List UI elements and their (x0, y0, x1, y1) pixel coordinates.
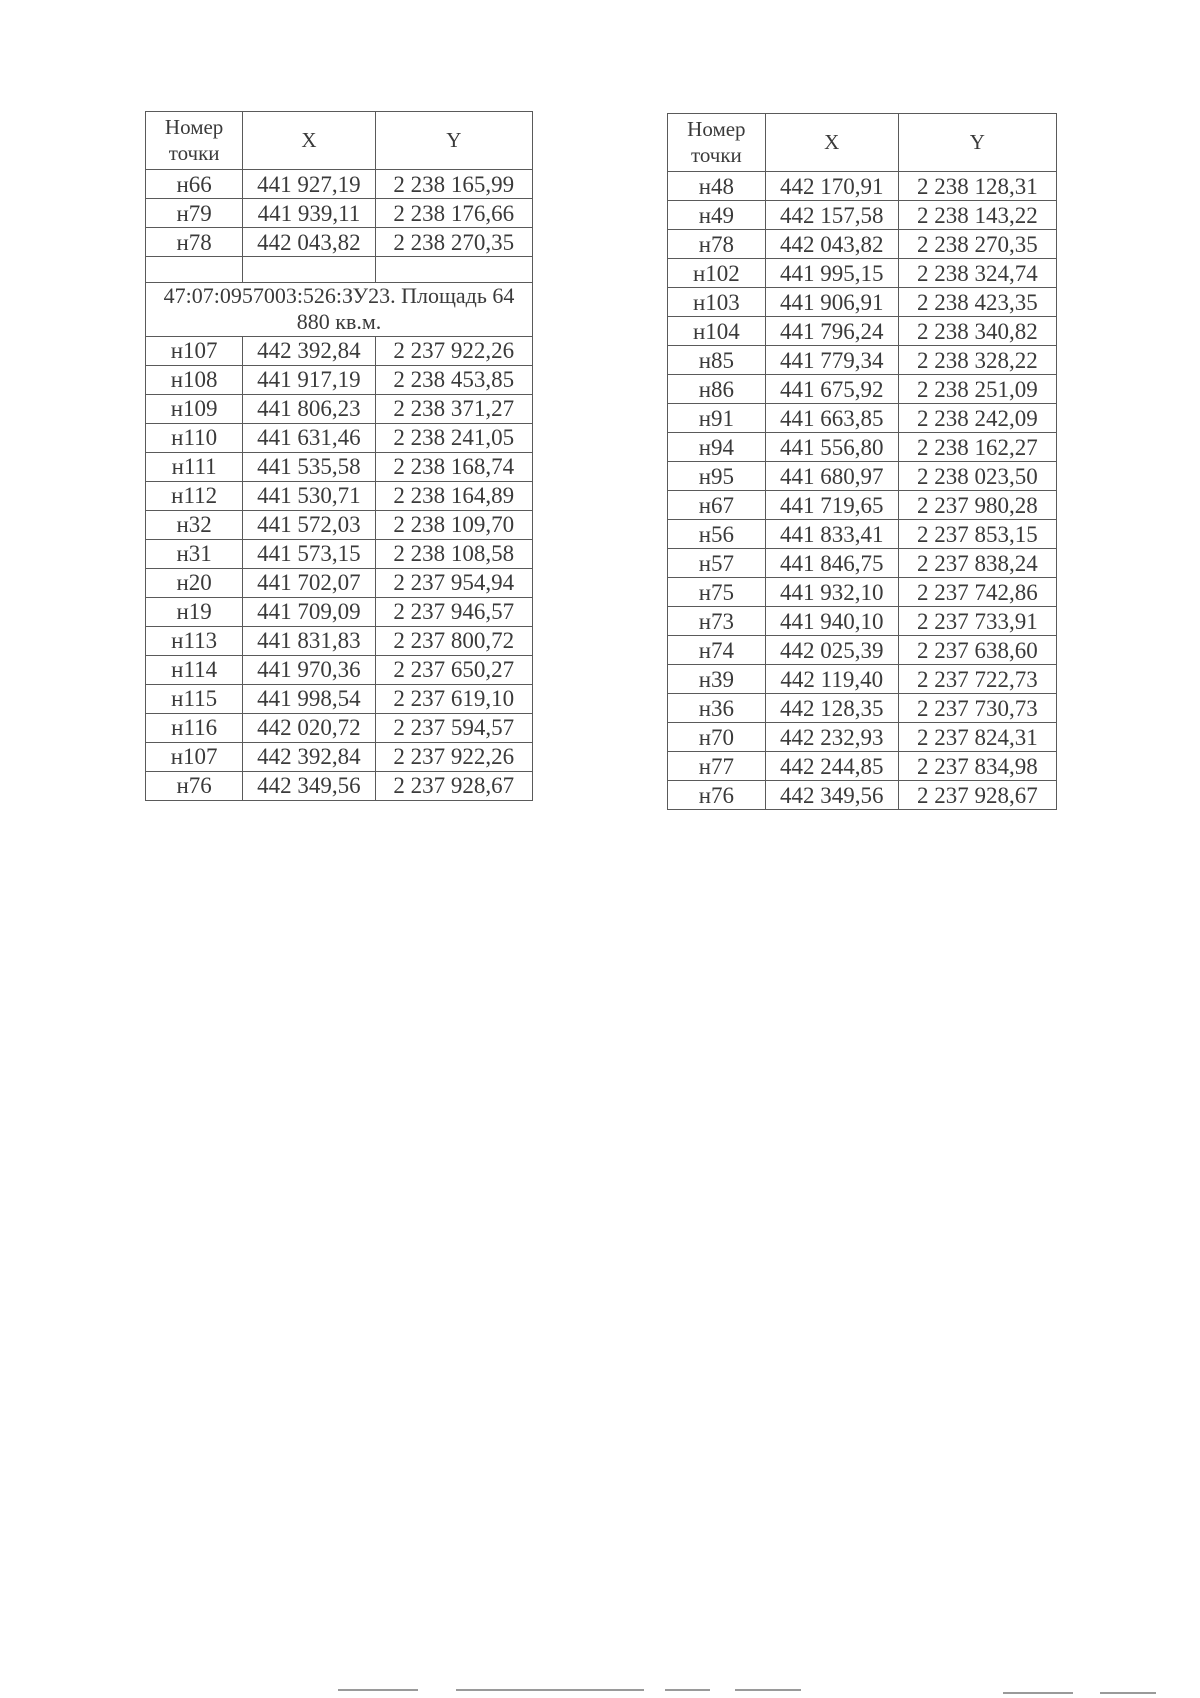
x-coordinate-cell: 441 939,11 (243, 199, 375, 228)
point-number-cell: н78 (668, 230, 766, 259)
point-number-cell: н76 (668, 781, 766, 810)
x-coordinate-cell: 441 663,85 (765, 404, 898, 433)
y-coordinate-cell: 2 238 241,05 (375, 423, 532, 452)
table-row (146, 742, 533, 771)
left-table-body-after (146, 336, 533, 800)
table-row (146, 481, 533, 510)
empty-cell (146, 257, 243, 283)
x-coordinate-cell: 441 906,91 (765, 288, 898, 317)
scan-artifact-line (1100, 1692, 1156, 1694)
table-row (146, 365, 533, 394)
x-coordinate-cell: 442 392,84 (243, 742, 375, 771)
table-row (668, 259, 1057, 288)
y-coordinate-cell: 2 237 800,72 (375, 626, 532, 655)
x-coordinate-cell: 442 025,39 (765, 636, 898, 665)
x-coordinate-cell: 441 917,19 (243, 365, 375, 394)
point-number-cell: н73 (668, 607, 766, 636)
point-number-cell: н20 (146, 568, 243, 597)
x-coordinate-cell: 441 796,24 (765, 317, 898, 346)
point-number-cell: н19 (146, 597, 243, 626)
section-title-row (146, 283, 533, 337)
y-coordinate-cell: 2 238 108,58 (375, 539, 532, 568)
x-coordinate-cell: 441 998,54 (243, 684, 375, 713)
x-coordinate-cell: 441 806,23 (243, 394, 375, 423)
table-row (146, 228, 533, 257)
table-row (668, 549, 1057, 578)
right-table-body (668, 172, 1057, 810)
x-coordinate-cell: 441 530,71 (243, 481, 375, 510)
y-coordinate-cell: 2 238 371,27 (375, 394, 532, 423)
x-coordinate-cell: 442 349,56 (765, 781, 898, 810)
point-number-cell: н66 (146, 170, 243, 199)
y-coordinate-cell: 2 237 922,26 (375, 742, 532, 771)
point-number-cell: н108 (146, 365, 243, 394)
table-row (668, 288, 1057, 317)
y-coordinate-cell: 2 238 128,31 (898, 172, 1056, 201)
y-coordinate-cell: 2 238 143,22 (898, 201, 1056, 230)
point-number-cell: н104 (668, 317, 766, 346)
y-coordinate-cell: 2 238 023,50 (898, 462, 1056, 491)
y-coordinate-cell: 2 237 838,24 (898, 549, 1056, 578)
table-row (146, 684, 533, 713)
point-number-cell: н78 (146, 228, 243, 257)
point-number-cell: н95 (668, 462, 766, 491)
header-point-number: Номер точки (668, 114, 766, 172)
table-row (146, 336, 533, 365)
table-row (668, 491, 1057, 520)
scan-artifact-line (456, 1689, 644, 1691)
x-coordinate-cell: 442 043,82 (765, 230, 898, 259)
point-number-cell: н107 (146, 336, 243, 365)
table-row (668, 462, 1057, 491)
point-number-cell: н76 (146, 771, 243, 800)
table-row (668, 404, 1057, 433)
point-number-cell: н113 (146, 626, 243, 655)
x-coordinate-cell: 441 927,19 (243, 170, 375, 199)
y-coordinate-cell: 2 238 423,35 (898, 288, 1056, 317)
y-coordinate-cell: 2 237 742,86 (898, 578, 1056, 607)
table-row (146, 452, 533, 481)
x-coordinate-cell: 441 932,10 (765, 578, 898, 607)
x-coordinate-cell: 442 128,35 (765, 694, 898, 723)
x-coordinate-cell: 441 680,97 (765, 462, 898, 491)
point-number-cell: н70 (668, 723, 766, 752)
scan-artifact-line (735, 1689, 801, 1691)
y-coordinate-cell: 2 238 168,74 (375, 452, 532, 481)
table-header-row (668, 114, 1057, 172)
table-row (668, 317, 1057, 346)
table-row (146, 423, 533, 452)
x-coordinate-cell: 442 119,40 (765, 665, 898, 694)
x-coordinate-cell: 441 846,75 (765, 549, 898, 578)
y-coordinate-cell: 2 238 453,85 (375, 365, 532, 394)
point-number-cell: н103 (668, 288, 766, 317)
table-row (146, 655, 533, 684)
point-number-cell: н56 (668, 520, 766, 549)
point-number-cell: н86 (668, 375, 766, 404)
table-row (668, 433, 1057, 462)
y-coordinate-cell: 2 238 109,70 (375, 510, 532, 539)
point-number-cell: н102 (668, 259, 766, 288)
y-coordinate-cell: 2 238 242,09 (898, 404, 1056, 433)
point-number-cell: н115 (146, 684, 243, 713)
y-coordinate-cell: 2 238 162,27 (898, 433, 1056, 462)
x-coordinate-cell: 441 702,07 (243, 568, 375, 597)
table-row (668, 578, 1057, 607)
point-number-cell: н91 (668, 404, 766, 433)
table-row (668, 201, 1057, 230)
header-y: Y (898, 114, 1056, 172)
table-row (668, 230, 1057, 259)
y-coordinate-cell: 2 238 340,82 (898, 317, 1056, 346)
y-coordinate-cell: 2 238 164,89 (375, 481, 532, 510)
section-title: 47:07:0957003:526:ЗУ23. Площадь 64 880 кв.м. (146, 283, 533, 337)
x-coordinate-cell: 441 573,15 (243, 539, 375, 568)
y-coordinate-cell: 2 237 980,28 (898, 491, 1056, 520)
x-coordinate-cell: 441 831,83 (243, 626, 375, 655)
y-coordinate-cell: 2 238 176,66 (375, 199, 532, 228)
y-coordinate-cell: 2 237 928,67 (898, 781, 1056, 810)
table-row (146, 568, 533, 597)
x-coordinate-cell: 442 157,58 (765, 201, 898, 230)
scan-artifact-line (665, 1689, 710, 1691)
table-row (668, 346, 1057, 375)
x-coordinate-cell: 442 020,72 (243, 713, 375, 742)
table-row (146, 626, 533, 655)
y-coordinate-cell: 2 237 650,27 (375, 655, 532, 684)
left-table-section (146, 257, 533, 337)
point-number-cell: н74 (668, 636, 766, 665)
table-row (668, 723, 1057, 752)
empty-cell (243, 257, 375, 283)
empty-row (146, 257, 533, 283)
header-x: X (765, 114, 898, 172)
y-coordinate-cell: 2 237 824,31 (898, 723, 1056, 752)
table-row (146, 510, 533, 539)
y-coordinate-cell: 2 238 165,99 (375, 170, 532, 199)
table-row (146, 713, 533, 742)
x-coordinate-cell: 441 970,36 (243, 655, 375, 684)
x-coordinate-cell: 441 675,92 (765, 375, 898, 404)
x-coordinate-cell: 442 244,85 (765, 752, 898, 781)
table-row (668, 520, 1057, 549)
scan-artifact-line (338, 1689, 418, 1691)
point-number-cell: н109 (146, 394, 243, 423)
y-coordinate-cell: 2 237 722,73 (898, 665, 1056, 694)
y-coordinate-cell: 2 237 619,10 (375, 684, 532, 713)
point-number-cell: н111 (146, 452, 243, 481)
point-number-cell: н79 (146, 199, 243, 228)
point-number-cell: н57 (668, 549, 766, 578)
table-row (146, 170, 533, 199)
x-coordinate-cell: 441 940,10 (765, 607, 898, 636)
table-row (668, 375, 1057, 404)
x-coordinate-cell: 442 349,56 (243, 771, 375, 800)
y-coordinate-cell: 2 237 730,73 (898, 694, 1056, 723)
scan-artifact-line (1003, 1692, 1073, 1694)
y-coordinate-cell: 2 238 328,22 (898, 346, 1056, 375)
point-number-cell: н32 (146, 510, 243, 539)
y-coordinate-cell: 2 238 270,35 (375, 228, 532, 257)
y-coordinate-cell: 2 237 946,57 (375, 597, 532, 626)
point-number-cell: н48 (668, 172, 766, 201)
y-coordinate-cell: 2 237 922,26 (375, 336, 532, 365)
x-coordinate-cell: 441 719,65 (765, 491, 898, 520)
y-coordinate-cell: 2 237 954,94 (375, 568, 532, 597)
x-coordinate-cell: 442 170,91 (765, 172, 898, 201)
x-coordinate-cell: 442 392,84 (243, 336, 375, 365)
x-coordinate-cell: 441 779,34 (765, 346, 898, 375)
x-coordinate-cell: 441 995,15 (765, 259, 898, 288)
table-row (146, 771, 533, 800)
table-row (668, 172, 1057, 201)
table-header-row (146, 112, 533, 170)
point-number-cell: н94 (668, 433, 766, 462)
table-row (668, 665, 1057, 694)
left-coordinates-table (145, 111, 533, 801)
x-coordinate-cell: 441 556,80 (765, 433, 898, 462)
point-number-cell: н75 (668, 578, 766, 607)
x-coordinate-cell: 441 572,03 (243, 510, 375, 539)
point-number-cell: н110 (146, 423, 243, 452)
y-coordinate-cell: 2 238 324,74 (898, 259, 1056, 288)
table-row (146, 597, 533, 626)
table-row (668, 752, 1057, 781)
y-coordinate-cell: 2 237 834,98 (898, 752, 1056, 781)
table-row (668, 607, 1057, 636)
x-coordinate-cell: 442 232,93 (765, 723, 898, 752)
header-x: X (243, 112, 375, 170)
x-coordinate-cell: 441 631,46 (243, 423, 375, 452)
y-coordinate-cell: 2 237 594,57 (375, 713, 532, 742)
y-coordinate-cell: 2 237 928,67 (375, 771, 532, 800)
point-number-cell: н67 (668, 491, 766, 520)
table-row (146, 539, 533, 568)
table-row (668, 694, 1057, 723)
point-number-cell: н36 (668, 694, 766, 723)
point-number-cell: н112 (146, 481, 243, 510)
x-coordinate-cell: 441 833,41 (765, 520, 898, 549)
table-row (668, 781, 1057, 810)
x-coordinate-cell: 441 535,58 (243, 452, 375, 481)
y-coordinate-cell: 2 238 270,35 (898, 230, 1056, 259)
point-number-cell: н31 (146, 539, 243, 568)
y-coordinate-cell: 2 237 853,15 (898, 520, 1056, 549)
point-number-cell: н114 (146, 655, 243, 684)
point-number-cell: н77 (668, 752, 766, 781)
y-coordinate-cell: 2 237 638,60 (898, 636, 1056, 665)
table-row (146, 394, 533, 423)
point-number-cell: н85 (668, 346, 766, 375)
header-point-number: Номер точки (146, 112, 243, 170)
right-coordinates-table (667, 113, 1057, 810)
table-row (146, 199, 533, 228)
table-row (668, 636, 1057, 665)
point-number-cell: н107 (146, 742, 243, 771)
point-number-cell: н116 (146, 713, 243, 742)
empty-cell (375, 257, 532, 283)
y-coordinate-cell: 2 237 733,91 (898, 607, 1056, 636)
point-number-cell: н39 (668, 665, 766, 694)
y-coordinate-cell: 2 238 251,09 (898, 375, 1056, 404)
point-number-cell: н49 (668, 201, 766, 230)
header-y: Y (375, 112, 532, 170)
left-table-body-before (146, 170, 533, 257)
x-coordinate-cell: 442 043,82 (243, 228, 375, 257)
x-coordinate-cell: 441 709,09 (243, 597, 375, 626)
